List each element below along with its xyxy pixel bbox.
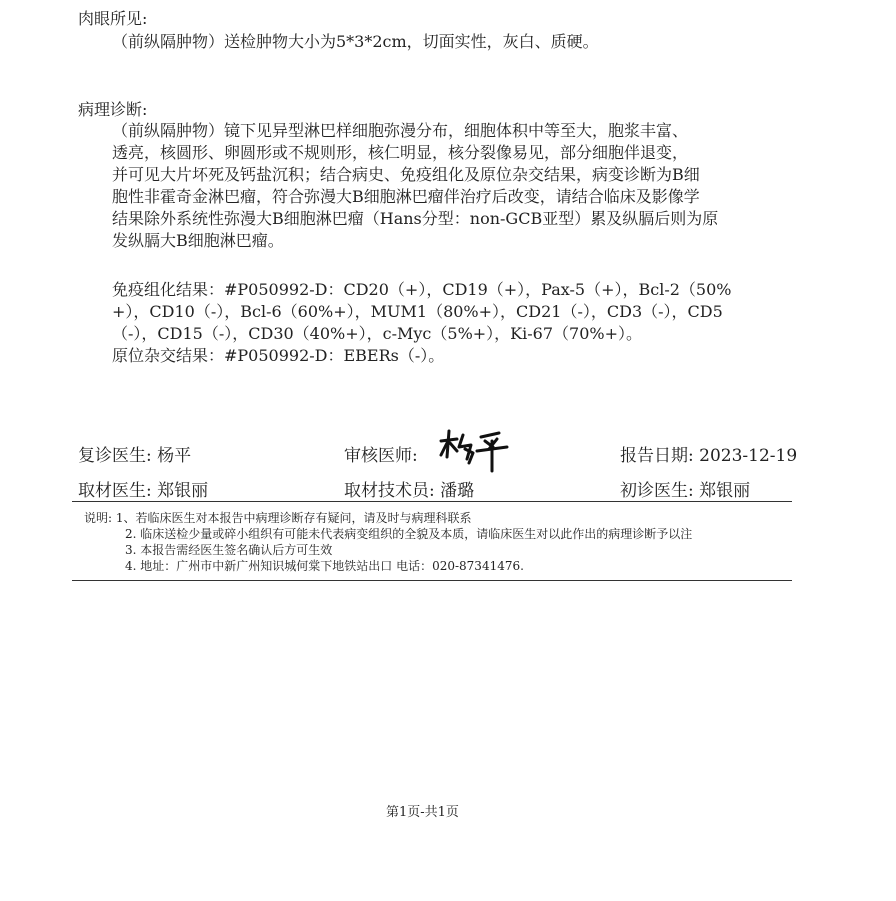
sampling-doctor: 取材医生: 郑银丽 — [78, 481, 209, 501]
ihc-paragraph — [112, 279, 792, 345]
report-date: 报告日期: 2023-12-19 — [620, 446, 798, 466]
ihc-line: 免疫组化结果：#P050992-D：CD20（+），CD19（+），Pax-5（+），Bcl-2（50% — [112, 280, 732, 299]
diagnosis-paragraph — [112, 120, 792, 252]
note-line-1: 说明: 1、若临床医生对本报告中病理诊断存有疑问，请及时与病理科联系 — [84, 511, 472, 525]
review-doctor: 复诊医生: 杨平 — [78, 446, 192, 466]
diagnosis-line: 胞性非霍奇金淋巴瘤，符合弥漫大B细胞淋巴瘤伴治疗后改变，请结合临床及影像学 — [112, 187, 700, 206]
page-number: 第1页-共1页 — [386, 805, 459, 820]
diagnosis-line: 结果除外系统性弥漫大B细胞淋巴瘤（Hans分型：non-GCB亚型）累及纵膈后则为原 — [112, 209, 719, 228]
gross-findings-label: 肉眼所见: — [78, 9, 148, 28]
diagnosis-line: （前纵隔肿物）镜下见异型淋巴样细胞弥漫分布，细胞体积中等至大，胞浆丰富、 — [112, 121, 689, 140]
diagnosis-line: 发纵膈大B细胞淋巴瘤。 — [112, 231, 284, 250]
sampling-technician: 取材技术员: 潘璐 — [344, 481, 475, 501]
initial-doctor: 初诊医生: 郑银丽 — [620, 481, 751, 501]
divider-bottom — [72, 580, 792, 581]
note-line-3: 3. 本报告需经医生签名确认后方可生效 — [125, 543, 333, 557]
note-line-2: 2. 临床送检少量或碎小组织有可能未代表病变组织的全貌及本质，请临床医生对以此作出的病理诊断予以注 — [125, 527, 693, 541]
diagnosis-line: 透亮，核圆形、卵圆形或不规则形，核仁明显，核分裂像易见，部分细胞伴退变， — [112, 143, 689, 162]
auditor-label: 审核医师: — [344, 446, 418, 466]
diagnosis-line: 并可见大片坏死及钙盐沉积；结合病史、免疫组化及原位杂交结果，病变诊断为B细 — [112, 165, 700, 184]
ihc-line: +），CD10（-），Bcl-6（60%+），MUM1（80%+），CD21（-），CD3（-），CD5 — [112, 302, 723, 321]
auditor-signature-image — [437, 427, 517, 473]
ihc-line: （-），CD15（-），CD30（40%+），c-Myc（5%+），Ki-67（70%+）。 — [112, 324, 642, 343]
ish-result: 原位杂交结果：#P050992-D：EBERs（-）。 — [112, 346, 445, 365]
diagnosis-label: 病理诊断: — [78, 100, 148, 119]
gross-findings-text: （前纵隔肿物）送检肿物大小为5*3*2cm，切面实性，灰白、质硬。 — [112, 32, 599, 51]
note-line-4: 4. 地址：广州市中新广州知识城何棠下地铁站出口 电话：020-87341476. — [125, 559, 524, 573]
divider-top — [72, 501, 792, 502]
